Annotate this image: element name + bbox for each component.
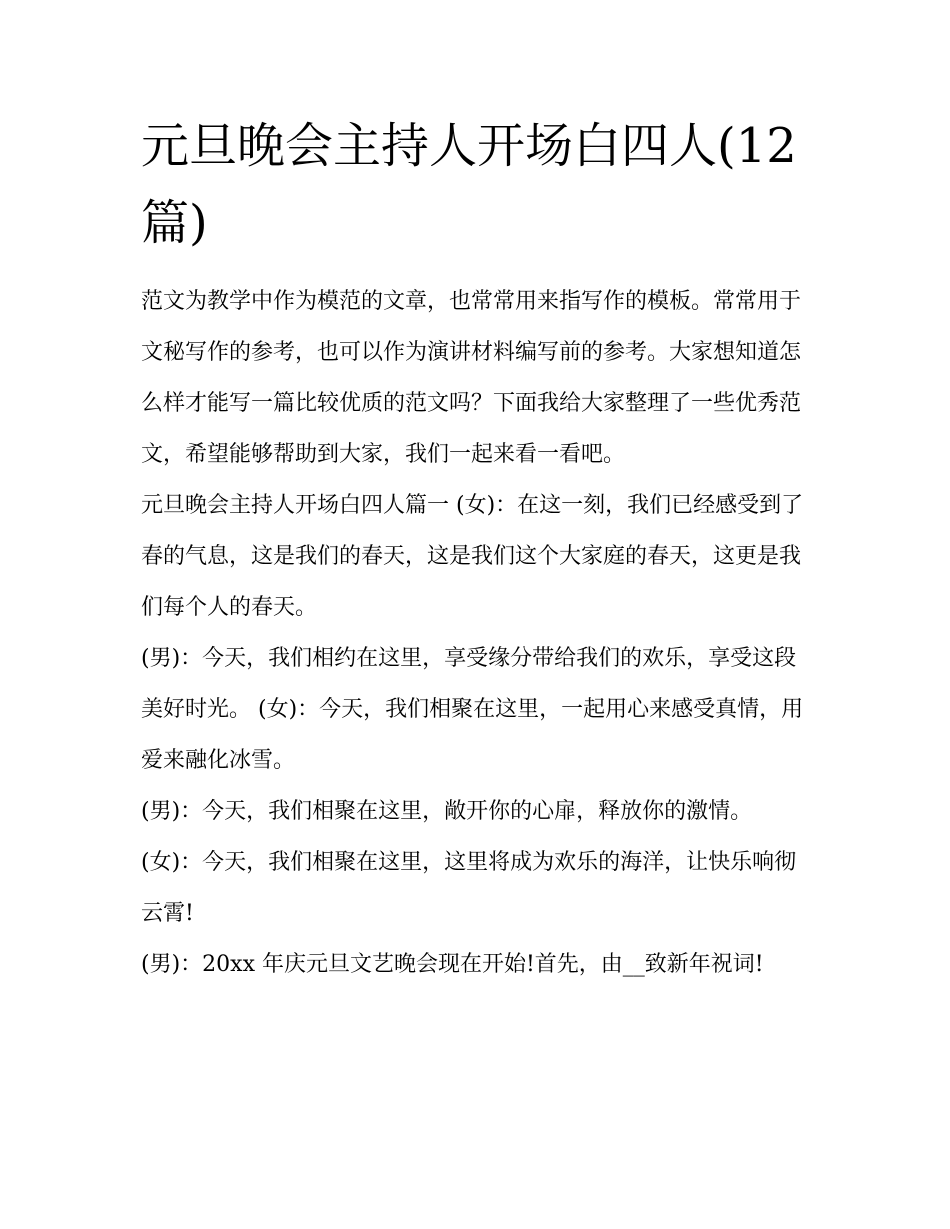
document-title: 元旦晚会主持人开场白四人(12篇) — [141, 118, 797, 251]
body-paragraph-3: (男)：今天，我们相聚在这里，敞开你的心扉，释放你的激情。 (女)：今天，我们相聚在这里，这里将成为欢乐的海洋，让快乐响彻云霄! — [141, 799, 797, 926]
body-paragraph-1: 元旦晚会主持人开场白四人篇一 (女)：在这一刻，我们已经感受到了春的气息，这是我们的春天，这是我们这个大家庭的春天，这更是我们每个人的春天。 — [141, 493, 804, 620]
document-page — [141, 108, 813, 990]
body-paragraph-2: (男)：今天，我们相约在这里，享受缘分带给我们的欢乐，享受这段美好时光。 (女)：今天，我们相聚在这里，一起用心来感受真情，用爱来融化冰雪。 — [141, 646, 804, 773]
intro-paragraph: 范文为教学中作为模范的文章，也常常用来指写作的模板。常常用于文秘写作的参考，也可以作为演讲材料编写前的参考。大家想知道怎么样才能写一篇比较优质的范文吗？下面我给大家整理了一些优秀范文，希望能够帮助到大家，我们一起来看一看吧。 — [141, 289, 802, 467]
body-paragraph-4: (男)：20xx 年庆元旦文艺晚会现在开始!首先，由__致新年祝词! — [141, 952, 764, 977]
